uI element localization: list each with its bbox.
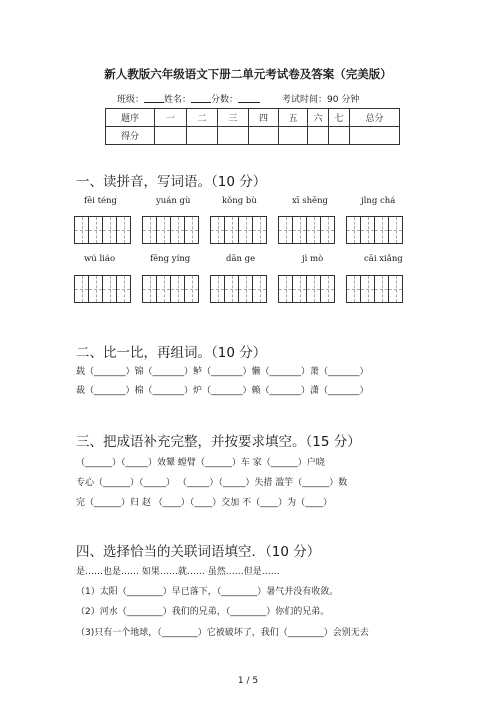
score-table-header: 四 [249, 109, 279, 127]
character-grid[interactable] [210, 275, 267, 303]
section4-heading: 四、选择恰当的关联词语填空．（10 分） [76, 544, 321, 560]
section2-heading: 二、比一比，再组词。（10 分） [76, 345, 267, 361]
idiom-row: 专心（______）（_____） （_____）（_____）失措 滥竽（______）数 [76, 478, 348, 488]
score-table [105, 108, 400, 145]
score-table-header: 三 [218, 109, 249, 127]
class-field[interactable] [144, 93, 164, 103]
score-cell[interactable] [187, 127, 218, 145]
pinyin-label: wú liáo [84, 254, 116, 264]
score-cell[interactable] [218, 127, 249, 145]
score-label: 分数： [211, 95, 239, 105]
page-number: 1 / 5 [237, 676, 259, 686]
pinyin-label: fēng yíng [150, 254, 191, 264]
compare-row: 裁（_______）棉（_______）炉（_______）赖（_______）潇（_______） [76, 386, 369, 396]
time-label: 考试时间：90 分钟 [282, 95, 360, 105]
score-table-header: 总分 [350, 109, 400, 127]
score-table-header: 五 [279, 109, 308, 127]
score-field[interactable] [238, 93, 260, 103]
pinyin-label: dān ge [226, 254, 256, 264]
score-cell[interactable] [350, 127, 400, 145]
class-label: 班级： [117, 95, 145, 105]
score-cell[interactable] [249, 127, 279, 145]
character-grid[interactable] [346, 275, 403, 303]
section3-heading: 三、把成语补充完整，并按要求填空。（15 分） [76, 434, 361, 450]
question-line: （3)只有一个地球，（________）它被破坏了，我们（________）会别无去 [76, 628, 369, 638]
character-grid[interactable] [346, 216, 403, 244]
score-table-header: 七 [329, 109, 350, 127]
character-grid[interactable] [74, 216, 131, 244]
score-table-header: 六 [308, 109, 329, 127]
pinyin-label: kǒng bù [222, 196, 257, 206]
compare-row: 载（_______）锦（_______）鲈（_______）懒（_______）萧（_______） [76, 367, 369, 377]
character-grid[interactable] [278, 275, 335, 303]
score-table-header: 题序 [106, 109, 155, 127]
idiom-row: 完（______）归 赵 （____）（____）交加 不（____）为（____） [76, 498, 333, 508]
score-cell[interactable] [308, 127, 329, 145]
character-grid[interactable] [142, 216, 199, 244]
score-cell[interactable] [329, 127, 350, 145]
exam-info-line [117, 92, 359, 105]
pinyin-label: fēi téng [84, 196, 117, 206]
question-line: （2）河水（________）我们的兄弟，（________）你们的兄弟。 [76, 607, 330, 617]
score-table-header: 一 [155, 109, 187, 127]
score-cell[interactable] [155, 127, 187, 145]
pinyin-label: jì mò [302, 254, 324, 264]
character-grid[interactable] [74, 275, 131, 303]
section1-heading: 一、读拼音，写词语。（10 分） [76, 174, 267, 190]
score-table-header: 二 [187, 109, 218, 127]
question-line: （1）太阳（________）早已落下，（________）暑气并没有收敛。 [76, 587, 339, 597]
name-field[interactable] [191, 93, 211, 103]
pinyin-label: yuán gù [156, 196, 191, 206]
conjunction-options: 是……也是…… 如果……就…… 虽然……但是…… [76, 567, 280, 577]
name-label: 姓名： [164, 95, 192, 105]
pinyin-label: cāi xiǎng [364, 254, 403, 264]
pinyin-label: jǐng chá [361, 196, 396, 206]
page-title: 新人教版六年级语文下册二单元考试卷及答案（完美版） [104, 67, 392, 81]
score-row-label: 得分 [106, 127, 155, 145]
idiom-row: （______）（_____）效颦 螳臂（______）车 家（______）户晓 [76, 458, 325, 468]
score-cell[interactable] [279, 127, 308, 145]
score-table-row [106, 127, 400, 145]
character-grid[interactable] [210, 216, 267, 244]
pinyin-label: xī shēng [292, 196, 328, 206]
score-table-header-row [106, 109, 400, 127]
character-grid[interactable] [142, 275, 199, 303]
character-grid[interactable] [278, 216, 335, 244]
